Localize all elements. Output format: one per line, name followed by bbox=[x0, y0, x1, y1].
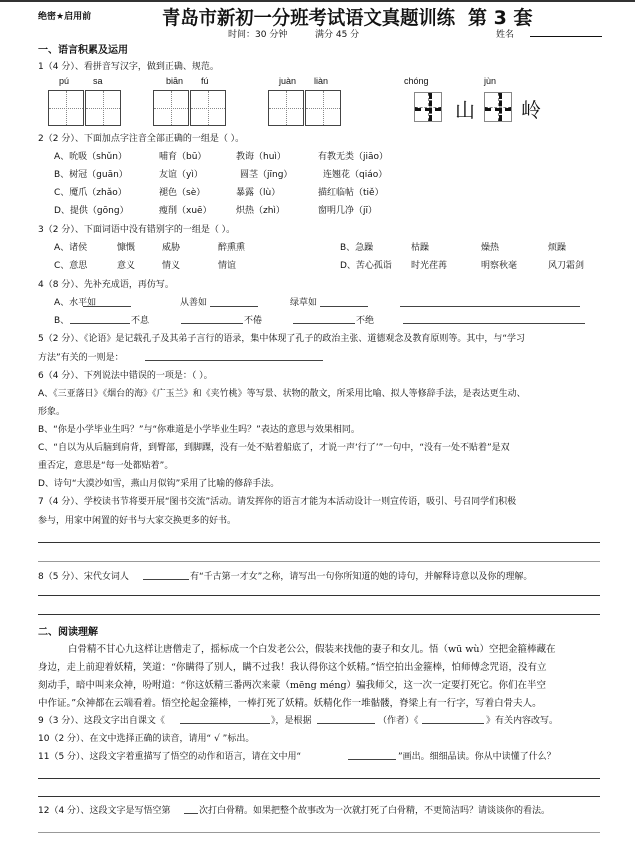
passage-line: 中作证。”众神都在云端看着。悟空抡起金箍棒，一棒打死了妖精。妖精化作一堆骷髅，脊梁上有一行字，写着白骨夫人。 bbox=[38, 698, 542, 709]
writing-box[interactable] bbox=[268, 90, 304, 126]
idiom-prompt: 不倦 bbox=[244, 316, 263, 326]
option-item: 情谊 bbox=[218, 261, 237, 271]
pinyin: sa bbox=[93, 76, 103, 86]
answer-blank[interactable] bbox=[181, 323, 243, 324]
pinyin: fú bbox=[201, 76, 209, 86]
option-item: 情义 bbox=[162, 261, 181, 271]
option-d: D、诗句“大漠沙如雪，燕山月似钩”采用了比喻的修辞手法。 bbox=[38, 479, 280, 489]
option-item: 教诲（huì） bbox=[236, 152, 286, 162]
option-item: 烦躁 bbox=[548, 243, 567, 253]
passage-line: 身边，走上前迎着妖精，笑道：“你瞒得了别人，瞒不过我！我认得你这个妖精。”悟空拍出金箍棒，怕师傅念咒语，没有立 bbox=[38, 662, 547, 673]
option-a: A、诸侯 bbox=[54, 243, 88, 253]
idiom-prompt: 不绝 bbox=[356, 316, 375, 326]
section-2-heading: 二、阅读理解 bbox=[38, 627, 98, 638]
option-b: B、急躁 bbox=[340, 243, 374, 253]
option-item: 枯躁 bbox=[411, 243, 430, 253]
imitation-blank[interactable] bbox=[400, 306, 580, 307]
answer-blank[interactable] bbox=[83, 306, 131, 307]
idiom-prompt: 不息 bbox=[131, 316, 150, 326]
option-item: 褪色（sè） bbox=[159, 188, 206, 198]
option-item: 连翘花（qiáo） bbox=[323, 170, 388, 180]
answer-line[interactable] bbox=[38, 595, 600, 596]
writing-box[interactable] bbox=[190, 90, 226, 126]
exam-score: 满分 45 分 bbox=[315, 30, 360, 40]
passage-line: 刻动手，暗中叫来众神，吩咐道：“你这妖精三番两次来蒙（mēng méng）骗我师父，这一次一定要打死它。你们在半空 bbox=[38, 680, 547, 691]
option-c: C、魇爪（zhǎo） bbox=[54, 188, 127, 198]
answer-blank[interactable] bbox=[422, 723, 484, 724]
idiom-prompt: 绿草如 bbox=[290, 298, 318, 308]
top-rule bbox=[0, 0, 635, 2]
question-9-mid: 》，是根据 bbox=[271, 716, 312, 726]
question-9-prefix: 9（3 分）、这段文字出自课文《 bbox=[38, 716, 165, 726]
option-c-cont: 重否定，意思是“每一处都贴着”。 bbox=[38, 461, 174, 471]
answer-line[interactable] bbox=[38, 796, 600, 797]
option-b: B、树冠（guān） bbox=[54, 170, 128, 180]
question-6: 6（4 分）、下列说法中错误的一项是：（ ）。 bbox=[38, 371, 213, 381]
option-item: 瘦削（xuē） bbox=[159, 206, 212, 216]
question-9-mid2: （作者）《 bbox=[378, 716, 419, 726]
idiom-char: 山 bbox=[455, 98, 475, 122]
option-item: 威胁 bbox=[162, 243, 181, 253]
idiom-prompt: 从善如 bbox=[180, 298, 208, 308]
pinyin: liàn bbox=[314, 76, 329, 86]
pinyin: biān bbox=[166, 76, 184, 86]
answer-blank[interactable] bbox=[210, 306, 258, 307]
pinyin: juàn bbox=[279, 76, 297, 86]
writing-box[interactable] bbox=[153, 90, 189, 126]
option-item: 友谊（yì） bbox=[159, 170, 203, 180]
section-1-heading: 一、语言积累及运用 bbox=[38, 45, 128, 56]
option-d: D、苦心孤诣 bbox=[340, 261, 392, 271]
idiom-char: 岭 bbox=[521, 98, 541, 122]
question-10: 10（2 分）、在文中选择正确的读音，请用“ √ ”标出。 bbox=[38, 734, 255, 744]
answer-line[interactable] bbox=[38, 614, 600, 615]
question-4: 4（8 分）、先补充成语，再仿写。 bbox=[38, 280, 174, 290]
exam-time: 时间：30 分钟 bbox=[228, 30, 288, 40]
confidential-label: 绝密★启用前 bbox=[38, 12, 92, 22]
option-item: 明察秋毫 bbox=[481, 261, 518, 271]
option-item: 风刀霜剑 bbox=[548, 261, 585, 271]
option-item: 圆茎（jīng） bbox=[240, 170, 293, 180]
option-item: 描红临帖（tiě） bbox=[318, 188, 384, 198]
idiom-prompt: B、 bbox=[54, 316, 70, 326]
question-12-suffix: 次打白骨精。如果把整个故事改为一次就打死了白骨精，不更简洁吗？请谈谈你的看法。 bbox=[199, 806, 551, 816]
writing-box[interactable] bbox=[305, 90, 341, 126]
option-a: A、《三亚落日》《烟台的海》《广玉兰》和《夹竹桃》等写景、状物的散文，所采用比喻、拟人等修辞手法，是表达更生动、 bbox=[38, 389, 526, 399]
answer-blank[interactable] bbox=[184, 813, 198, 814]
question-2: 2（2 分）、下面加点字注音全部正确的一组是（ ）。 bbox=[38, 134, 245, 144]
answer-blank[interactable] bbox=[348, 759, 396, 760]
writing-box[interactable] bbox=[484, 92, 512, 122]
answer-blank[interactable] bbox=[143, 579, 189, 580]
option-item: 意义 bbox=[117, 261, 136, 271]
pinyin: jùn bbox=[484, 76, 497, 86]
question-9-suffix: 》有关内容改写。 bbox=[486, 716, 559, 726]
name-label: 姓名 bbox=[496, 30, 515, 40]
answer-blank[interactable] bbox=[293, 323, 355, 324]
exam-title: 青岛市新初一分班考试语文真题训练 bbox=[162, 7, 456, 29]
answer-blank[interactable] bbox=[317, 723, 375, 724]
option-item: 慷慨 bbox=[117, 243, 136, 253]
question-8-suffix: 有“千古第一才女”之称，请写出一句你所知道的她的诗句，并解释诗意以及你的理解。 bbox=[190, 572, 533, 582]
option-a: A、吮吸（shǔn） bbox=[54, 152, 127, 162]
set-number: 第 3 套 bbox=[468, 7, 533, 29]
option-item: 窗明几净（jī） bbox=[318, 206, 378, 216]
imitation-blank[interactable] bbox=[403, 323, 585, 324]
answer-line[interactable] bbox=[38, 542, 600, 543]
question-5-cont: 方法”有关的一则是： bbox=[38, 353, 124, 363]
answer-blank[interactable] bbox=[180, 723, 270, 724]
option-b: B、“你是小学毕业生吗？”与“你难道是小学毕业生吗？”表达的意思与效果相同。 bbox=[38, 425, 360, 435]
passage-line: 白骨精不甘心九这样让唐僧走了，摇标成一个白发老公公，假装来找他的妻子和女儿。悟（wū wù）空把金箍棒藏在 bbox=[68, 644, 556, 655]
writing-box[interactable] bbox=[48, 90, 84, 126]
option-c: C、意思 bbox=[54, 261, 88, 271]
option-c: C、“自以为从后脑到肩背，到臀部，到脚踝，没有一处不贴着船底了，才说一声‘行了’”一句中，“没有一处不贴着”是双 bbox=[38, 443, 510, 453]
question-3: 3（2 分）、下面词语中没有错别字的一组是（ ）。 bbox=[38, 225, 236, 235]
option-item: 燥热 bbox=[481, 243, 500, 253]
answer-line[interactable] bbox=[38, 778, 600, 779]
option-item: 醉熏熏 bbox=[218, 243, 246, 253]
writing-box[interactable] bbox=[85, 90, 121, 126]
option-item: 炽热（zhì） bbox=[236, 206, 285, 216]
question-8-prefix: 8（5 分）、宋代女词人 bbox=[38, 572, 129, 582]
idiom-prompt: A、水平如 bbox=[54, 298, 97, 308]
option-item: 哺育（bū） bbox=[159, 152, 207, 162]
question-7-cont: 参与，用家中闲置的好书与大家交换更多的好书。 bbox=[38, 516, 237, 526]
option-item: 暴露（lù） bbox=[236, 188, 281, 198]
question-12-prefix: 12（4 分）、这段文字是写悟空第 bbox=[38, 806, 171, 816]
question-5: 5（2 分）、《论语》是记载孔子及其弟子言行的语录，集中体现了孔子的政治主张、道德观念及教育原则等。其中，与“学习 bbox=[38, 334, 525, 344]
option-item: 有教无类（jiāo） bbox=[318, 152, 389, 162]
answer-blank[interactable] bbox=[145, 360, 323, 361]
question-11-suffix: ”画出。细细品读。你从中读懂了什么？ bbox=[398, 752, 556, 762]
answer-line[interactable] bbox=[38, 561, 600, 562]
option-a-cont: 形象。 bbox=[38, 407, 66, 417]
writing-box[interactable] bbox=[414, 92, 442, 122]
answer-line[interactable] bbox=[38, 832, 600, 833]
pinyin: pú bbox=[59, 76, 70, 86]
question-11-prefix: 11（5 分）、这段文字着重描写了悟空的动作和语言，请在文中用“ bbox=[38, 752, 302, 762]
question-1: 1（4 分）、看拼音写汉字，做到正确、规范。 bbox=[38, 62, 219, 72]
name-field[interactable] bbox=[530, 36, 602, 37]
pinyin: chóng bbox=[404, 76, 429, 86]
question-7: 7（4 分）、学校读书节将要开展“图书交流”活动。请发挥你的语言才能为本活动设计一则宣传语，吸引、号召同学们积极 bbox=[38, 497, 517, 507]
option-item: 时光荏苒 bbox=[411, 261, 448, 271]
answer-blank[interactable] bbox=[70, 323, 130, 324]
answer-blank[interactable] bbox=[320, 306, 368, 307]
option-d: D、提供（gōng） bbox=[54, 206, 129, 216]
